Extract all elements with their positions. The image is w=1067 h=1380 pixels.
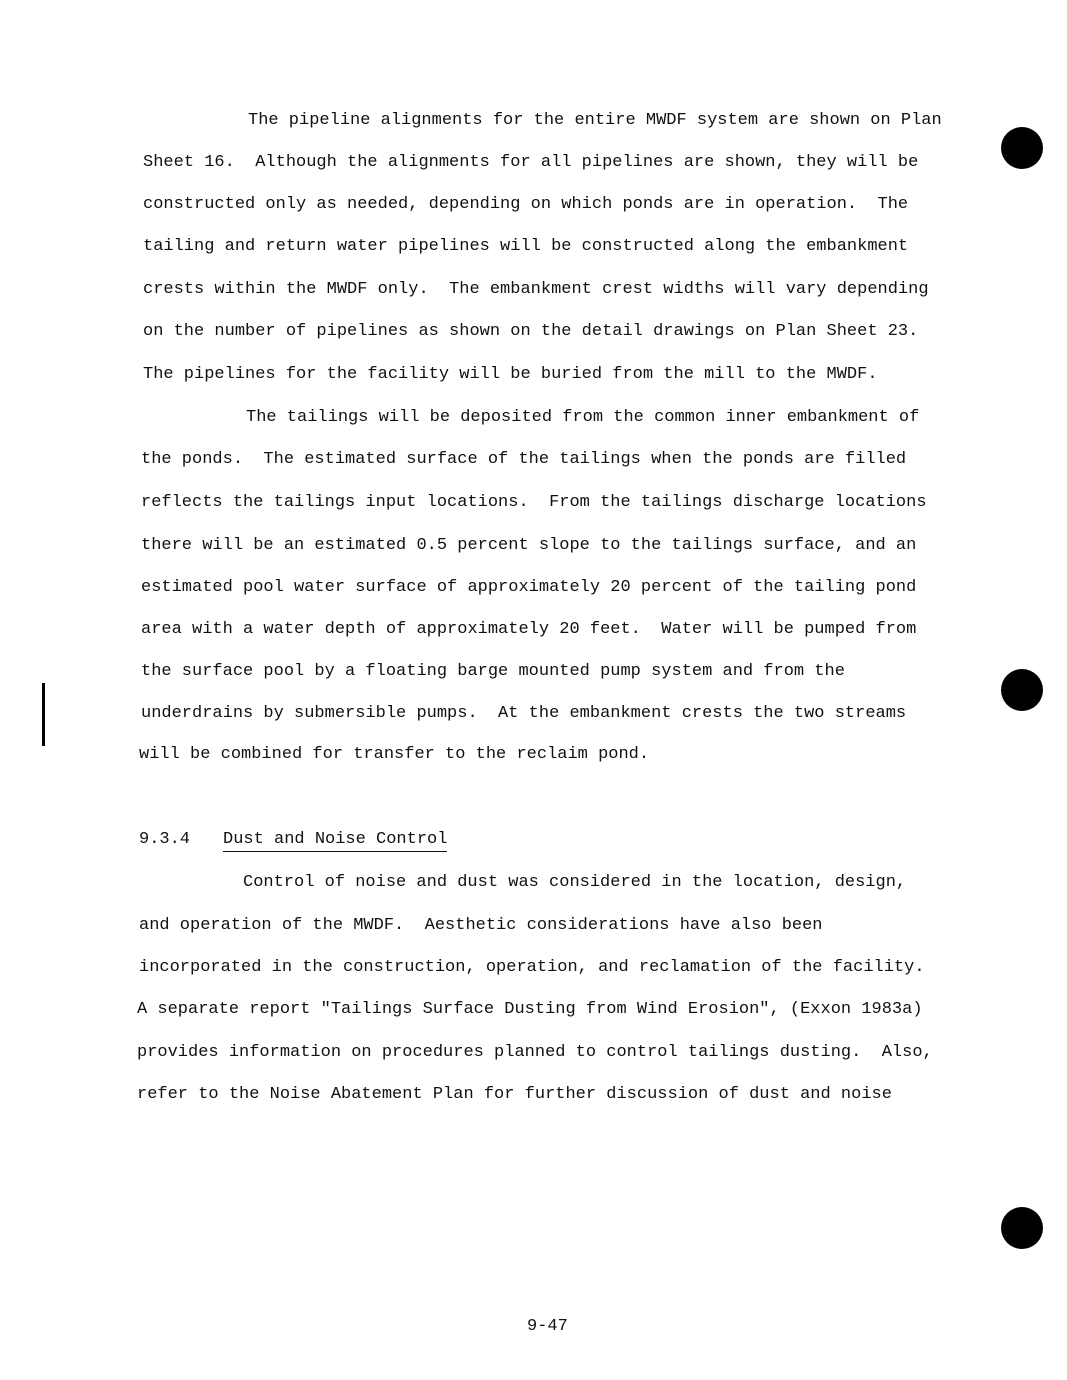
paragraph2-line1: The tailings will be deposited from the common inner embankment of xyxy=(246,408,920,427)
paragraph1-line3: constructed only as needed, depending on which ponds are in operation. The xyxy=(143,195,909,214)
punch-hole-top xyxy=(1001,127,1043,169)
paragraph2-line6: area with a water depth of approximately 20 feet. Water will be pumped from xyxy=(141,620,917,639)
margin-change-bar xyxy=(42,683,45,746)
paragraph3-line2: and operation of the MWDF. Aesthetic considerations have also been xyxy=(139,916,823,935)
paragraph2-line7: the surface pool by a floating barge mounted pump system and from the xyxy=(141,662,845,681)
paragraph2-line3: reflects the tailings input locations. From the tailings discharge locations xyxy=(141,493,927,512)
paragraph2-line2: the ponds. The estimated surface of the tailings when the ponds are filled xyxy=(141,450,907,469)
paragraph2-line5: estimated pool water surface of approximately 20 percent of the tailing pond xyxy=(141,578,917,597)
paragraph1-line7: The pipelines for the facility will be buried from the mill to the MWDF. xyxy=(143,365,878,384)
paragraph2-line4: there will be an estimated 0.5 percent slope to the tailings surface, and an xyxy=(141,536,917,555)
paragraph3-line6: refer to the Noise Abatement Plan for further discussion of dust and noise xyxy=(137,1085,892,1104)
paragraph3-line5: provides information on procedures planned to control tailings dusting. Also, xyxy=(137,1043,933,1062)
paragraph1-line6: on the number of pipelines as shown on the detail drawings on Plan Sheet 23. xyxy=(143,322,919,341)
page-number: 9-47 xyxy=(527,1317,568,1336)
paragraph2-line8: underdrains by submersible pumps. At the embankment crests the two streams xyxy=(141,704,907,723)
paragraph3-line1: Control of noise and dust was considered in the location, design, xyxy=(243,873,907,892)
paragraph1-line4: tailing and return water pipelines will be constructed along the embankment xyxy=(143,237,909,256)
paragraph3-line4: A separate report "Tailings Surface Dusting from Wind Erosion", (Exxon 1983a) xyxy=(137,1000,923,1019)
section-number: 9.3.4 xyxy=(139,830,191,849)
paragraph2-line9: will be combined for transfer to the reclaim pond. xyxy=(139,745,650,764)
paragraph1-line1: The pipeline alignments for the entire MWDF system are shown on Plan xyxy=(248,111,942,130)
paragraph1-line2: Sheet 16. Although the alignments for all pipelines are shown, they will be xyxy=(143,153,919,172)
punch-hole-middle xyxy=(1001,669,1043,711)
section-title: Dust and Noise Control xyxy=(223,830,447,852)
paragraph1-line5: crests within the MWDF only. The embankment crest widths will vary depending xyxy=(143,280,929,299)
punch-hole-bottom xyxy=(1001,1207,1043,1249)
paragraph3-line3: incorporated in the construction, operation, and reclamation of the facility. xyxy=(139,958,925,977)
